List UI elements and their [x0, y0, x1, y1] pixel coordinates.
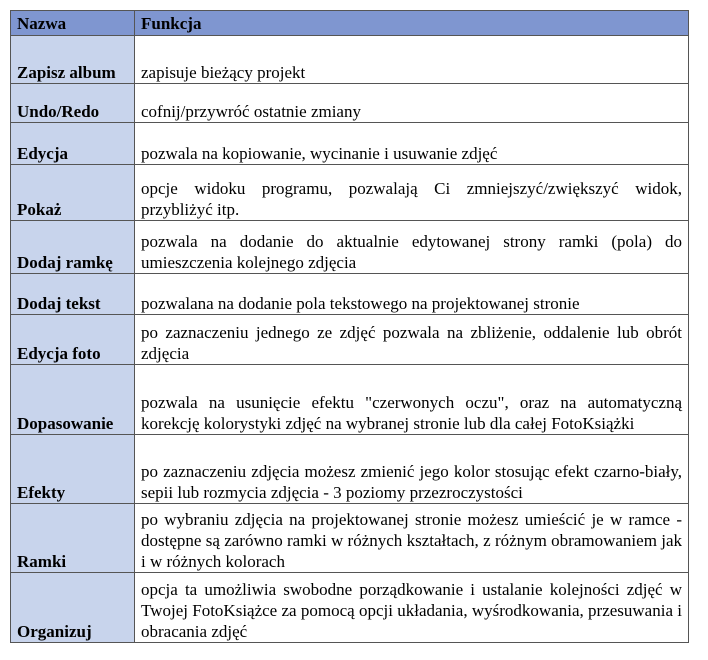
- table-row: [11, 36, 689, 84]
- table-row: [11, 365, 689, 435]
- table-row: [11, 165, 689, 221]
- row-name: Edycja foto: [11, 315, 135, 365]
- row-function: opcja ta umożliwia swobodne porządkowanie i ustalanie kolejności zdjęć w Twojej FotoKsiążce za pomocą opcji układania, wyśrodkowania, przesuwania i obracania zdjęć: [135, 573, 689, 643]
- row-function: po zaznaczeniu jednego ze zdjęć pozwala na zbliżenie, oddalenie lub obrót zdjęcia: [135, 315, 689, 365]
- row-function: opcje widoku programu, pozwalają Ci zmniejszyć/zwiększyć widok, przybliżyć itp.: [135, 165, 689, 221]
- table-row: [11, 123, 689, 165]
- table-row: [11, 221, 689, 274]
- row-name: Ramki: [11, 504, 135, 573]
- table-row: [11, 274, 689, 315]
- row-function: pozwala na dodanie do aktualnie edytowanej strony ramki (pola) do umieszczenia kolejnego zdjęcia: [135, 221, 689, 274]
- row-function: pozwala na usunięcie efektu "czerwonych oczu", oraz na automatyczną korekcję kolorystyki zdjęć na wybranej stronie lub dla całej FotoKsiążki: [135, 365, 689, 435]
- row-name: Dodaj ramkę: [11, 221, 135, 274]
- table-header-row: [11, 11, 689, 36]
- header-function: Funkcja: [135, 11, 689, 36]
- table-row: [11, 504, 689, 573]
- table-row: [11, 315, 689, 365]
- row-name: Dopasowanie: [11, 365, 135, 435]
- row-function: cofnij/przywróć ostatnie zmiany: [135, 84, 689, 123]
- row-name: Undo/Redo: [11, 84, 135, 123]
- header-name: Nazwa: [11, 11, 135, 36]
- row-function: po zaznaczeniu zdjęcia możesz zmienić jego kolor stosując efekt czarno-biały, sepii lub rozmycia zdjęcia - 3 poziomy przezroczystości: [135, 435, 689, 504]
- row-name: Pokaż: [11, 165, 135, 221]
- row-name: Efekty: [11, 435, 135, 504]
- table-row: [11, 573, 689, 643]
- row-name: Edycja: [11, 123, 135, 165]
- row-name: Dodaj tekst: [11, 274, 135, 315]
- row-name: Zapisz album: [11, 36, 135, 84]
- row-function: zapisuje bieżący projekt: [135, 36, 689, 84]
- function-table: [10, 10, 689, 643]
- row-function: po wybraniu zdjęcia na projektowanej stronie możesz umieścić je w ramce - dostępne są zarówno ramki w różnych kształtach, z różnym obramowaniem jak i w różnych kolorach: [135, 504, 689, 573]
- table-row: [11, 84, 689, 123]
- table-row: [11, 435, 689, 504]
- row-function: pozwalana na dodanie pola tekstowego na projektowanej stronie: [135, 274, 689, 315]
- row-name: Organizuj: [11, 573, 135, 643]
- row-function: pozwala na kopiowanie, wycinanie i usuwanie zdjęć: [135, 123, 689, 165]
